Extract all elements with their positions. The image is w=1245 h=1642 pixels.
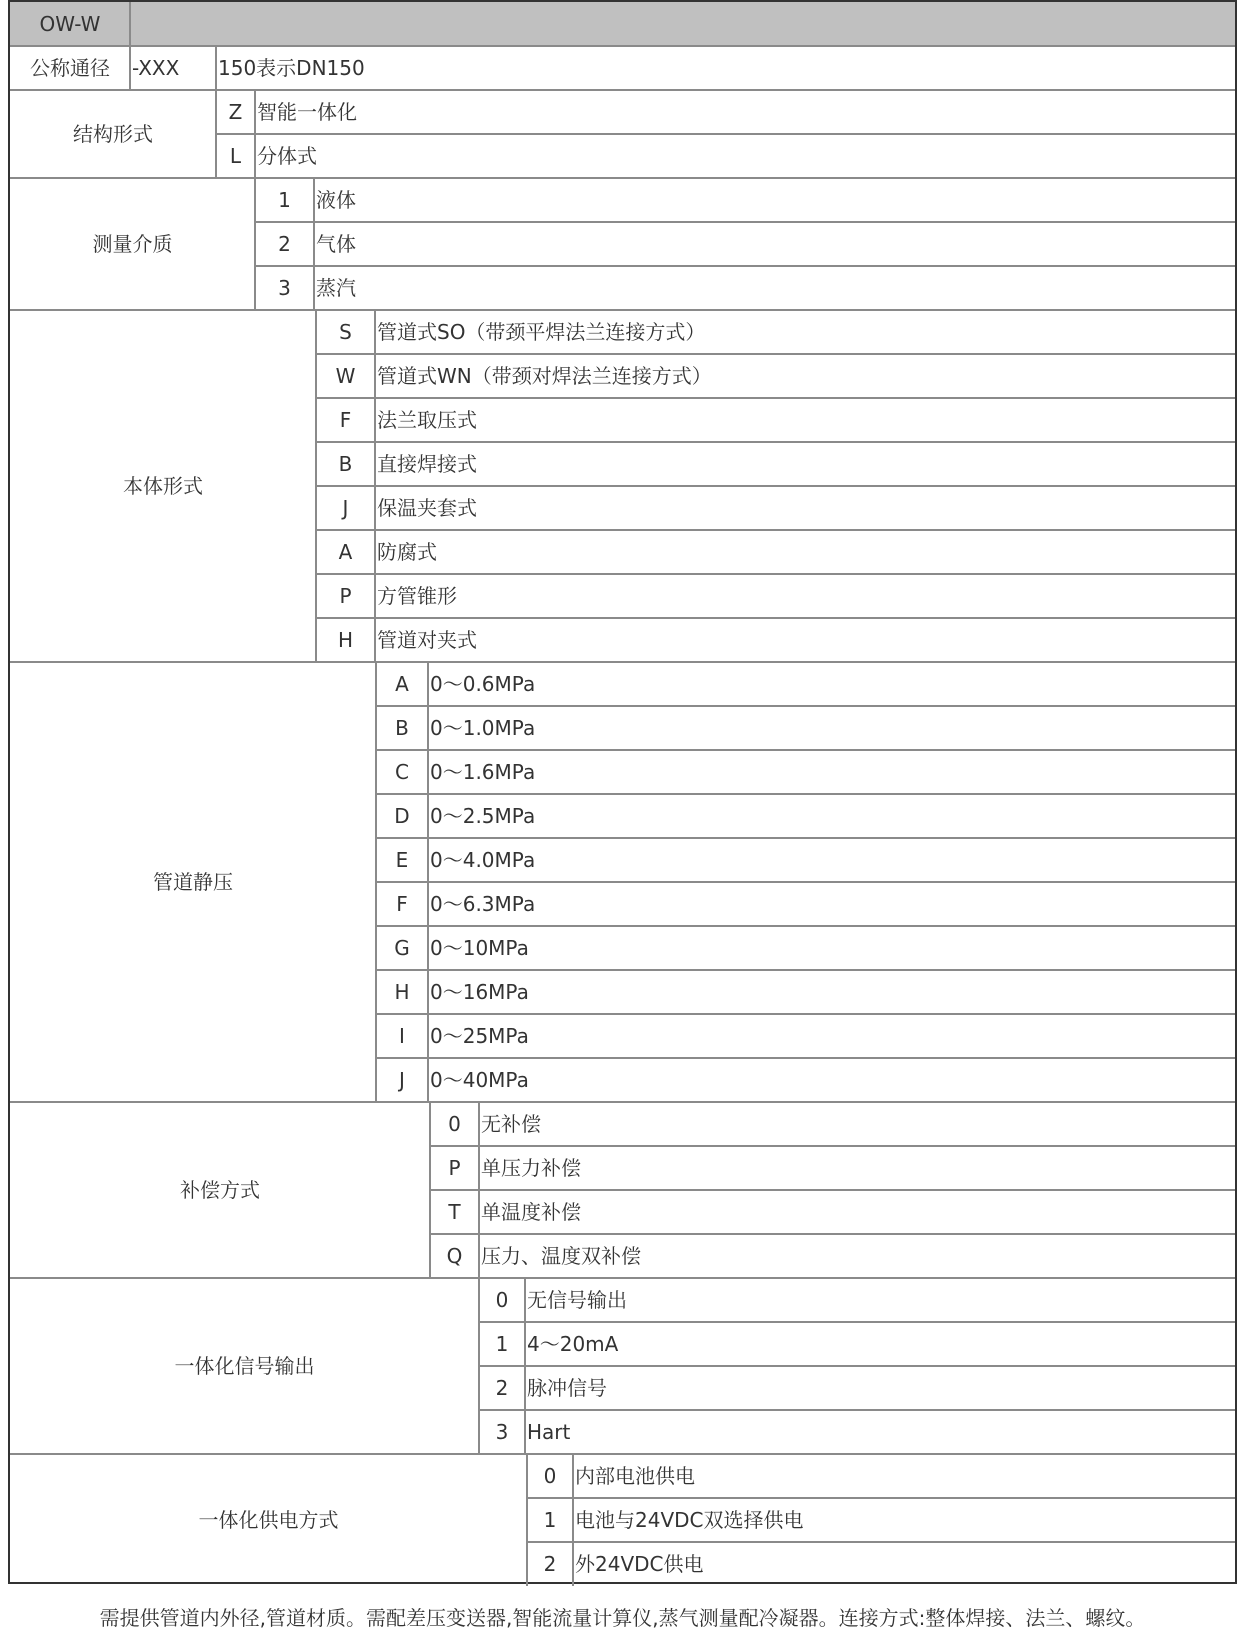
option-code: F	[396, 892, 408, 916]
option-description: 0～1.6MPa	[430, 760, 536, 784]
option-code: B	[395, 716, 409, 740]
nominal-diameter-label: 公称通径	[30, 56, 110, 80]
option-code: 0	[448, 1112, 461, 1136]
option-code: Z	[228, 100, 243, 124]
option-code: B	[338, 452, 353, 476]
option-description: 0～0.6MPa	[430, 672, 536, 696]
option-description: 无信号输出	[527, 1288, 627, 1312]
option-description: 管道对夹式	[377, 628, 477, 652]
option-description: 直接焊接式	[377, 452, 477, 476]
group-label-signal-output: 一体化信号输出	[174, 1354, 315, 1378]
option-description: 无补偿	[481, 1112, 541, 1136]
option-code: L	[229, 144, 242, 168]
option-code: 2	[278, 232, 291, 256]
option-description: Hart	[527, 1420, 571, 1444]
option-code: E	[395, 848, 409, 872]
option-code: 2	[543, 1552, 557, 1576]
grid-line	[129, 46, 131, 90]
option-description: 气体	[316, 232, 356, 256]
option-code: 0	[495, 1288, 509, 1312]
option-description: 分体式	[257, 144, 317, 168]
option-code: H	[337, 628, 354, 652]
option-code: J	[399, 1068, 405, 1092]
option-code: Q	[446, 1244, 463, 1268]
option-description: 0～6.3MPa	[430, 892, 536, 916]
option-code: W	[335, 364, 356, 388]
option-description: 内部电池供电	[575, 1464, 695, 1488]
option-description: 0～4.0MPa	[430, 848, 536, 872]
option-description: 0～16MPa	[430, 980, 529, 1004]
option-code: F	[339, 408, 352, 432]
option-code: D	[394, 804, 410, 828]
option-description: 单温度补偿	[481, 1200, 581, 1224]
group-label-body-type: 本体形式	[123, 474, 203, 498]
option-description: 外24VDC供电	[575, 1552, 704, 1576]
model-selection-table	[8, 0, 1237, 1584]
option-code: C	[395, 760, 409, 784]
option-code: A	[338, 540, 353, 564]
option-code: 3	[278, 276, 291, 300]
option-description: 电池与24VDC双选择供电	[575, 1508, 804, 1532]
option-code: 3	[495, 1420, 509, 1444]
option-code: I	[399, 1024, 405, 1048]
model-code: OW-W	[39, 12, 101, 36]
option-code: G	[394, 936, 410, 960]
option-description: 压力、温度双补偿	[481, 1244, 641, 1268]
option-description: 4～20mA	[527, 1332, 619, 1356]
nominal-diameter-desc: 150表示DN150	[218, 56, 365, 80]
option-description: 0～25MPa	[430, 1024, 529, 1048]
option-description: 0～2.5MPa	[430, 804, 536, 828]
group-label-power-supply: 一体化供电方式	[198, 1508, 339, 1532]
option-description: 0～40MPa	[430, 1068, 529, 1092]
option-code: 1	[543, 1508, 557, 1532]
option-code: S	[339, 320, 352, 344]
option-code: T	[448, 1200, 461, 1224]
option-description: 0～10MPa	[430, 936, 529, 960]
group-label-structure: 结构形式	[73, 122, 153, 146]
grid-line	[215, 46, 217, 90]
option-description: 防腐式	[377, 540, 437, 564]
group-label-compensation: 补偿方式	[180, 1178, 260, 1202]
option-code: 1	[495, 1332, 509, 1356]
option-code: A	[395, 672, 409, 696]
option-description: 管道式WN（带颈对焊法兰连接方式）	[377, 364, 712, 388]
option-description: 脉冲信号	[527, 1376, 607, 1400]
grid-line	[129, 2, 131, 46]
group-label-static-pressure: 管道静压	[153, 870, 233, 894]
option-description: 法兰取压式	[377, 408, 477, 432]
footnote: 需提供管道内外径,管道材质。需配差压变送器,智能流量计算仪,蒸气测量配冷凝器。连接方式:整体焊接、法兰、螺纹。	[99, 1606, 1146, 1630]
option-description: 0～1.0MPa	[430, 716, 536, 740]
option-description: 保温夹套式	[377, 496, 477, 520]
option-description: 管道式SO（带颈平焊法兰连接方式）	[377, 320, 706, 344]
option-description: 单压力补偿	[481, 1156, 581, 1180]
option-code: P	[448, 1156, 461, 1180]
option-description: 蒸汽	[316, 276, 356, 300]
option-description: 方管锥形	[377, 584, 457, 608]
nominal-diameter-code: -XXX	[132, 56, 180, 80]
option-code: 0	[543, 1464, 557, 1488]
option-description: 智能一体化	[257, 100, 357, 124]
option-code: H	[394, 980, 410, 1004]
option-description: 液体	[316, 188, 356, 212]
option-code: P	[339, 584, 352, 608]
group-label-medium: 测量介质	[92, 232, 173, 256]
option-code: 1	[278, 188, 291, 212]
table-header-row	[10, 2, 1235, 46]
option-code: 2	[495, 1376, 509, 1400]
option-code: J	[342, 496, 349, 520]
